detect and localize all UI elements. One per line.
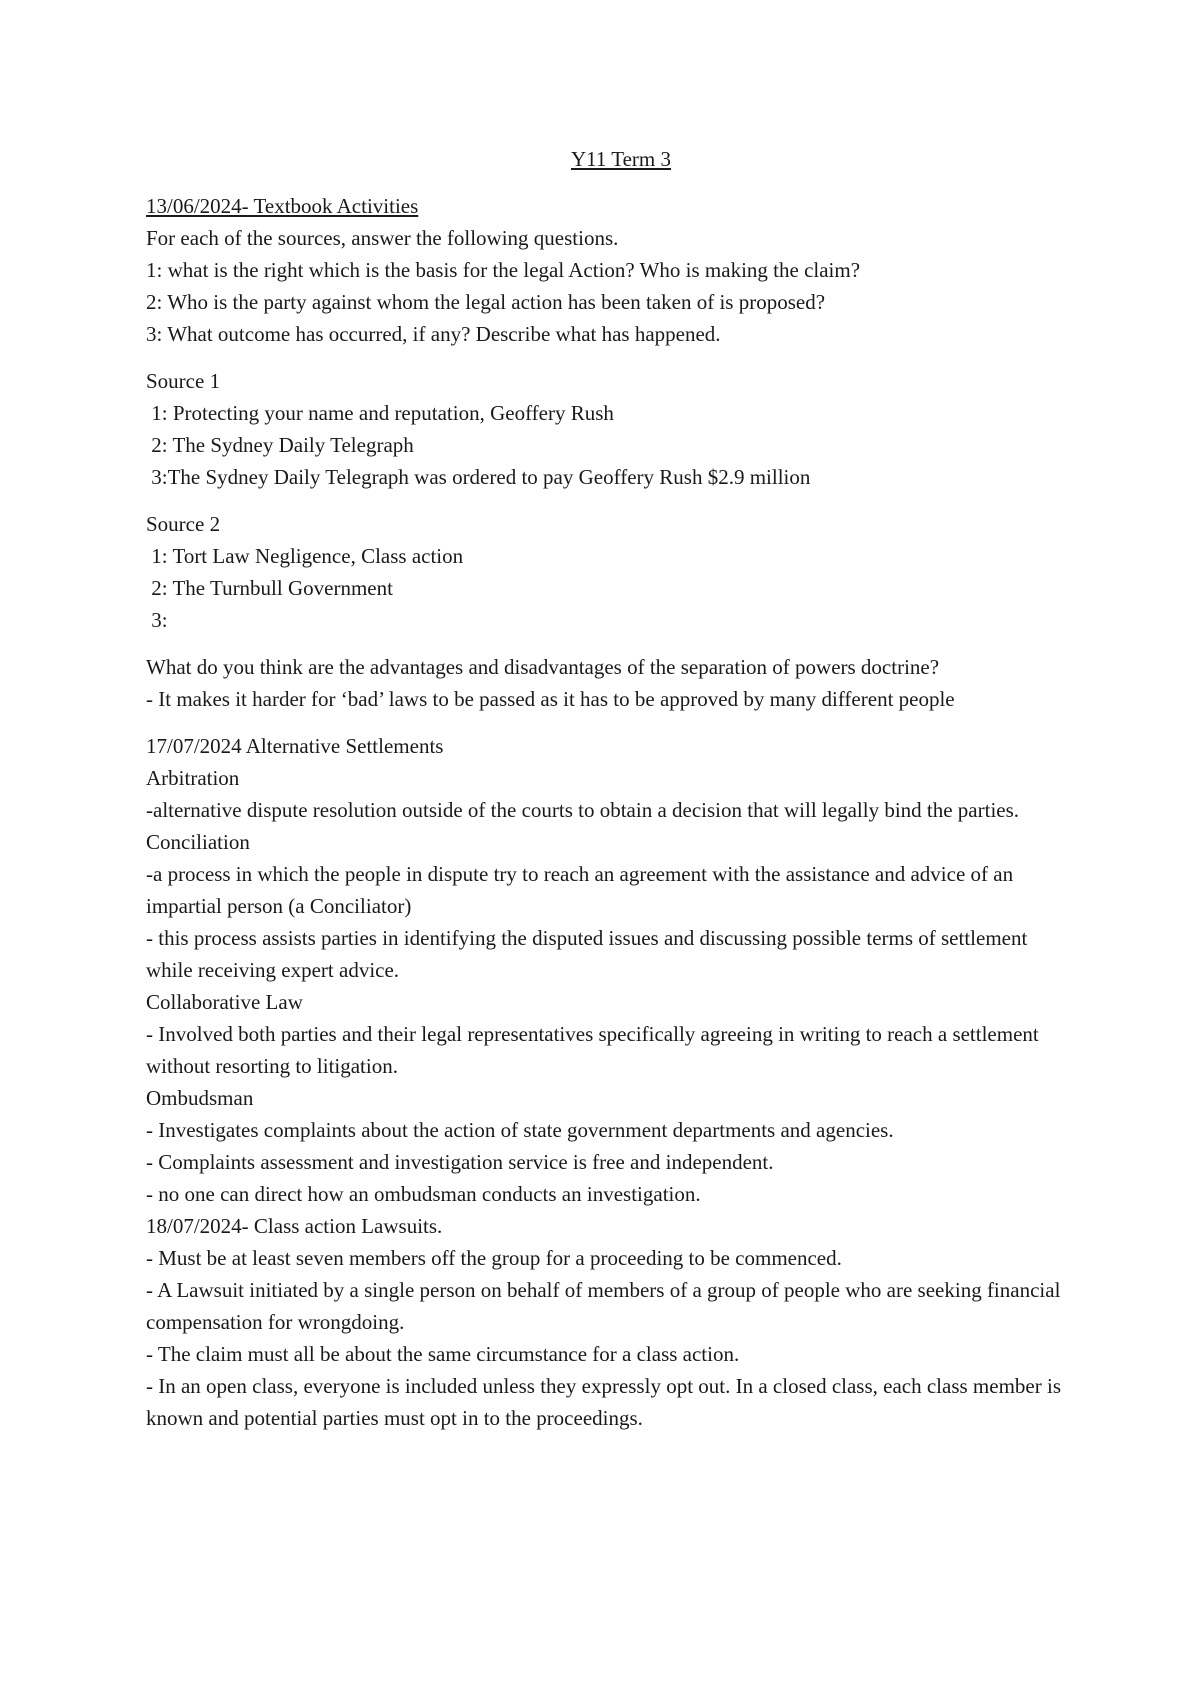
collaborative-law-note: - Involved both parties and their legal representatives specifically agreeing in writing to reach a settlement without resorting to litigation. — [146, 1022, 1044, 1078]
class-action-note-2: - A Lawsuit initiated by a single person on behalf of members of a group of people who are seeking financial compensation for wrongdoing. — [146, 1278, 1066, 1334]
class-action-section — [146, 1210, 1076, 1434]
conciliation-note-2: - this process assists parties in identifying the disputed issues and discussing possible terms of settlement while receiving expert advice. — [146, 926, 1033, 982]
source-2-answer-3: 3: — [146, 608, 168, 632]
ombudsman-note-3: - no one can direct how an ombudsman conducts an investigation. — [146, 1182, 701, 1206]
question-3: 3: What outcome has occurred, if any? Describe what has happened. — [146, 322, 721, 346]
textbook-heading: 13/06/2024- Textbook Activities — [146, 194, 419, 218]
collaborative-law-heading: Collaborative Law — [146, 990, 303, 1014]
separation-section — [146, 651, 1076, 715]
class-action-note-1: - Must be at least seven members off the group for a proceeding to be commenced. — [146, 1246, 842, 1270]
source-1-answer-3: 3:The Sydney Daily Telegraph was ordered to pay Geoffery Rush $2.9 million — [146, 465, 811, 489]
source-1-section — [146, 365, 1076, 493]
ombudsman-heading: Ombudsman — [146, 1086, 254, 1110]
conciliation-heading: Conciliation — [146, 830, 250, 854]
alternative-heading: 17/07/2024 Alternative Settlements — [146, 734, 444, 758]
class-action-note-3: - The claim must all be about the same circumstance for a class action. — [146, 1342, 740, 1366]
arbitration-note: -alternative dispute resolution outside of the courts to obtain a decision that will legally bind the parties. — [146, 798, 1020, 822]
question-2: 2: Who is the party against whom the legal action has been taken of is proposed? — [146, 290, 826, 314]
ombudsman-note-1: - Investigates complaints about the action of state government departments and agencies. — [146, 1118, 894, 1142]
class-action-note-4: - In an open class, everyone is included unless they expressly opt out. In a closed class, each class member is known and potential parties must opt in to the proceedings. — [146, 1374, 1067, 1430]
source-2-answer-2: 2: The Turnbull Government — [146, 576, 393, 600]
alternative-section — [146, 730, 1076, 1210]
question-1: 1: what is the right which is the basis for the legal Action? Who is making the claim? — [146, 258, 861, 282]
separation-question: What do you think are the advantages and disadvantages of the separation of powers doctrine? — [146, 655, 940, 679]
source-2-heading: Source 2 — [146, 512, 221, 536]
document-page — [146, 143, 1076, 1434]
source-1-answer-1: 1: Protecting your name and reputation, Geoffery Rush — [146, 401, 614, 425]
document-title: Y11 Term 3 — [570, 147, 672, 171]
source-2-answer-1: 1: Tort Law Negligence, Class action — [146, 544, 464, 568]
source-2-section — [146, 508, 1076, 636]
source-1-heading: Source 1 — [146, 369, 221, 393]
conciliation-note-1: -a process in which the people in dispute try to reach an agreement with the assistance and advice of an impartial person (a Conciliator) — [146, 862, 1019, 918]
class-action-heading: 18/07/2024- Class action Lawsuits. — [146, 1214, 443, 1238]
source-1-answer-2: 2: The Sydney Daily Telegraph — [146, 433, 414, 457]
separation-answer: - It makes it harder for ‘bad’ laws to be passed as it has to be approved by many different people — [146, 687, 955, 711]
arbitration-heading: Arbitration — [146, 766, 240, 790]
textbook-intro: For each of the sources, answer the following questions. — [146, 226, 619, 250]
textbook-section — [146, 190, 1076, 350]
ombudsman-note-2: - Complaints assessment and investigation service is free and independent. — [146, 1150, 774, 1174]
